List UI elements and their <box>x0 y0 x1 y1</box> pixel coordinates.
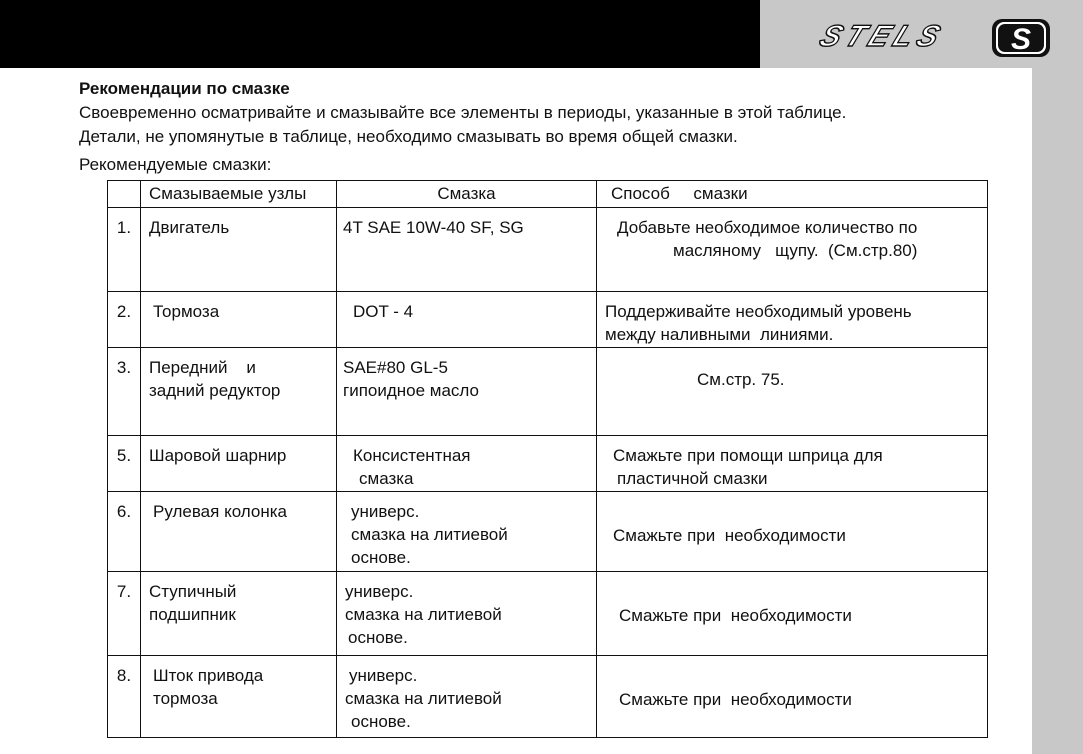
header-number <box>108 181 141 208</box>
table-row <box>108 656 988 738</box>
row-method: Смажьте при необходимости <box>597 492 988 572</box>
row-number: 5. <box>108 436 141 492</box>
table-row <box>108 208 988 292</box>
row-lubricant-line: смазка на литиевой <box>351 525 508 544</box>
row-part-line: Ступичный <box>149 582 237 601</box>
table-header-row <box>108 181 988 208</box>
stels-wordmark-text: STELS <box>814 20 950 53</box>
row-method <box>597 436 988 492</box>
row-part: Рулевая колонка <box>141 492 337 572</box>
row-part: Двигатель <box>141 208 337 292</box>
row-lubricant-line: смазка на литиевой <box>345 605 502 624</box>
brand-logo-area <box>760 0 1083 68</box>
row-lubricant: 4T SAE 10W-40 SF, SG <box>337 208 597 292</box>
row-number: 3. <box>108 348 141 436</box>
header-method: Способ смазки <box>597 181 988 208</box>
row-method: Смажьте при необходимости <box>597 572 988 656</box>
header-part: Смазываемые узлы <box>141 181 337 208</box>
row-lubricant-line: основе. <box>351 712 411 731</box>
row-part-line: Передний и <box>149 358 256 377</box>
row-lubricant <box>337 492 597 572</box>
row-part-line: Шток привода <box>153 666 264 685</box>
row-lubricant <box>337 436 597 492</box>
row-lubricant <box>337 348 597 436</box>
row-lubricant-line: гипоидное масло <box>343 381 479 400</box>
row-lubricant-line: универс. <box>349 666 418 685</box>
row-part <box>141 656 337 738</box>
intro-paragraph-2: Детали, не упомянутые в таблице, необходимо смазывать во время общей смазки. <box>79 127 738 146</box>
badge-letter: S <box>1010 23 1032 56</box>
table-row <box>108 572 988 656</box>
row-method: Смажьте при необходимости <box>597 656 988 738</box>
row-part: Тормоза <box>141 292 337 348</box>
row-lubricant-line: основе. <box>348 628 408 647</box>
header-lubricant: Смазка <box>337 181 597 208</box>
intro-paragraph-1: Своевременно осматривайте и смазывайте все элементы в периоды, указанные в этой таблице. <box>79 103 847 122</box>
row-part-line: подшипник <box>149 605 236 624</box>
row-lubricant: DOT - 4 <box>337 292 597 348</box>
table-row <box>108 436 988 492</box>
row-method-line: масляному щупу. (См.стр.80) <box>673 241 918 260</box>
side-strip <box>1032 68 1083 754</box>
row-method-line: между наливными линиями. <box>605 325 834 344</box>
row-number: 6. <box>108 492 141 572</box>
row-method-line: пластичной смазки <box>617 469 768 488</box>
table-row <box>108 292 988 348</box>
row-lubricant <box>337 572 597 656</box>
row-method: См.стр. 75. <box>597 348 988 436</box>
table-row <box>108 348 988 436</box>
row-method <box>597 292 988 348</box>
lubrication-table <box>107 180 988 738</box>
row-method-line: Смажьте при помощи шприца для <box>613 446 883 465</box>
row-part <box>141 572 337 656</box>
row-lubricant-line: смазка <box>359 469 414 488</box>
table-row <box>108 492 988 572</box>
recommended-label: Рекомендуемые смазки: <box>79 155 272 174</box>
row-number: 1. <box>108 208 141 292</box>
row-lubricant <box>337 656 597 738</box>
row-number: 8. <box>108 656 141 738</box>
row-lubricant-line: основе. <box>351 548 411 567</box>
row-part-line: тормоза <box>153 689 218 708</box>
row-part-line: задний редуктор <box>149 381 281 400</box>
row-method <box>597 208 988 292</box>
row-part <box>141 348 337 436</box>
page-title: Рекомендации по смазке <box>79 79 290 98</box>
row-number: 7. <box>108 572 141 656</box>
header-bar <box>0 0 760 68</box>
row-lubricant-line: универс. <box>345 582 414 601</box>
row-part: Шаровой шарнир <box>141 436 337 492</box>
row-lubricant-line: универс. <box>351 502 420 521</box>
row-lubricant-line: Консистентная <box>353 446 471 465</box>
row-lubricant-line: SAE#80 GL-5 <box>343 358 448 377</box>
row-method-line: Добавьте необходимое количество по <box>617 218 918 237</box>
stels-badge-icon <box>988 16 1056 60</box>
row-number: 2. <box>108 292 141 348</box>
row-method-line: Поддерживайте необходимый уровень <box>605 302 912 321</box>
stels-wordmark <box>782 19 982 55</box>
row-lubricant-line: смазка на литиевой <box>345 689 502 708</box>
